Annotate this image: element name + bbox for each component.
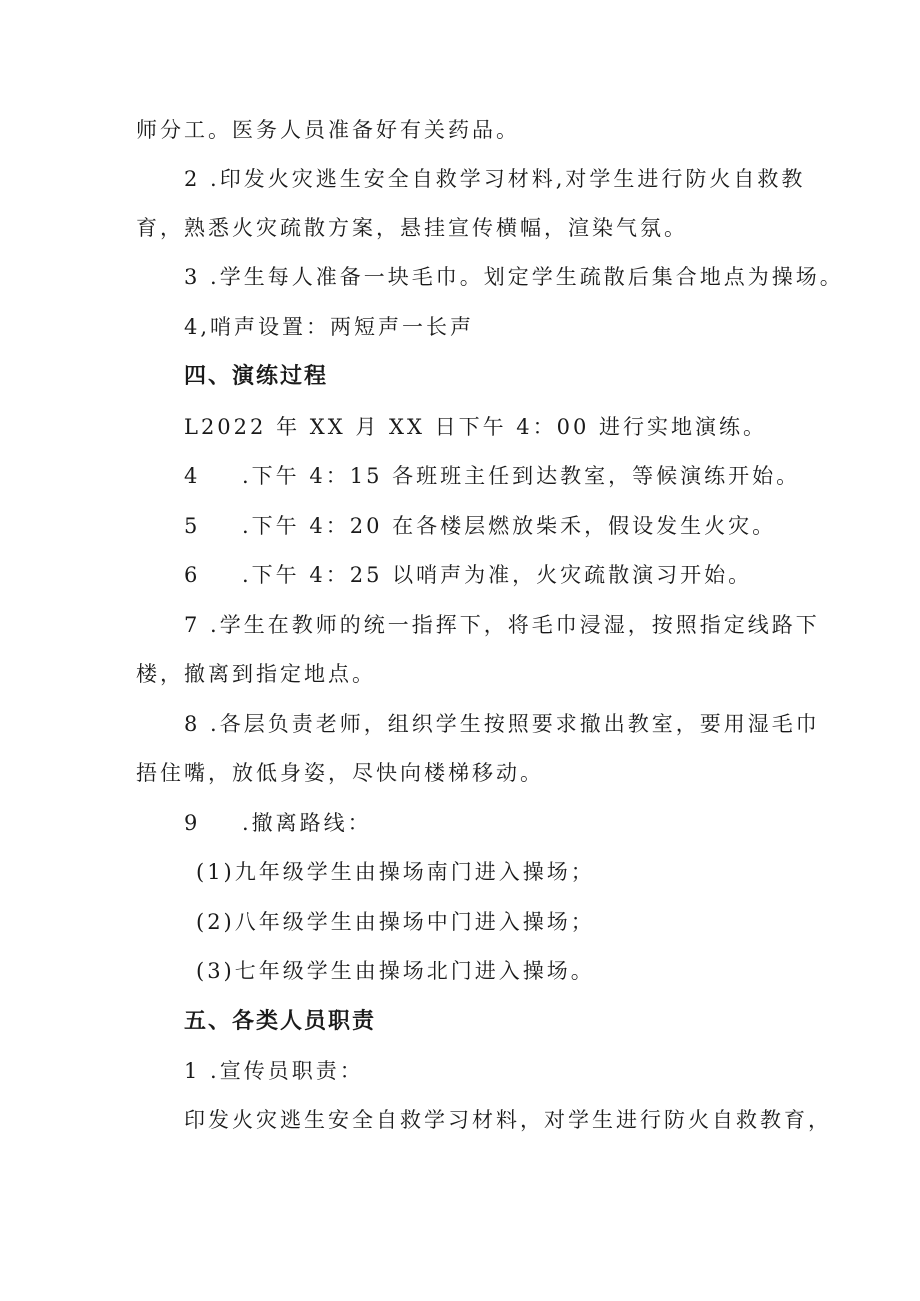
item-text: .下午 4：15 各班班主任到达教室，等候演练开始。 bbox=[242, 464, 801, 488]
item-text: .下午 4：20 在各楼层燃放柴禾，假设发生火灾。 bbox=[242, 514, 777, 538]
paragraph-line: 师分工。医务人员准备好有关药品。 bbox=[136, 118, 520, 142]
list-item-2-line-2: 育，熟悉火灾疏散方案，悬挂宣传横幅，渲染气氛。 bbox=[136, 216, 688, 240]
list-item-3: 3 .学生每人准备一块毛巾。划定学生疏散后集合地点为操场。 bbox=[184, 265, 844, 289]
item-number: 5 bbox=[184, 514, 201, 538]
drill-item-6 bbox=[184, 565, 752, 586]
duty-item-1-body: 印发火灾逃生安全自救学习材料，对学生进行防火自救教育， bbox=[184, 1108, 832, 1132]
list-item-2-line-1: 2 .印发火灾逃生安全自救学习材料,对学生进行防火自救教 bbox=[184, 167, 806, 191]
drill-item-9 bbox=[184, 813, 372, 834]
duty-item-1: 1 .宣传员职责： bbox=[184, 1059, 364, 1083]
drill-item-8-line-2: 捂住嘴，放低身姿，尽快向楼梯移动。 bbox=[136, 761, 544, 785]
drill-item-1: L2022 年 XX 月 XX 日下午 4：00 进行实地演练。 bbox=[184, 415, 767, 439]
drill-item-7-line-1: 7 .学生在教师的统一指挥下，将毛巾浸湿，按照指定线路下 bbox=[184, 613, 820, 637]
route-item-1: (1)九年级学生由操场南门进入操场； bbox=[196, 860, 595, 884]
route-item-2: (2)八年级学生由操场中门进入操场； bbox=[196, 910, 595, 934]
list-item-4: 4,哨声设置：两短声一长声 bbox=[184, 315, 475, 339]
route-item-3: (3)七年级学生由操场北门进入操场。 bbox=[196, 959, 595, 983]
item-text: .下午 4：25 以哨声为准，火灾疏散演习开始。 bbox=[242, 563, 753, 587]
drill-item-5 bbox=[184, 516, 776, 537]
drill-item-7-line-2: 楼，撤离到指定地点。 bbox=[136, 662, 376, 686]
item-number: 9 bbox=[184, 811, 201, 835]
item-number: 4 bbox=[184, 464, 201, 488]
section-heading-5: 五、各类人员职责 bbox=[184, 1009, 377, 1034]
item-number: 6 bbox=[184, 563, 201, 587]
section-heading-4: 四、演练过程 bbox=[184, 364, 329, 389]
drill-item-8-line-1: 8 .各层负责老师，组织学生按照要求撤出教室，要用湿毛巾 bbox=[184, 712, 820, 736]
item-text: .撤离路线： bbox=[242, 811, 372, 835]
drill-item-4 bbox=[184, 466, 800, 487]
